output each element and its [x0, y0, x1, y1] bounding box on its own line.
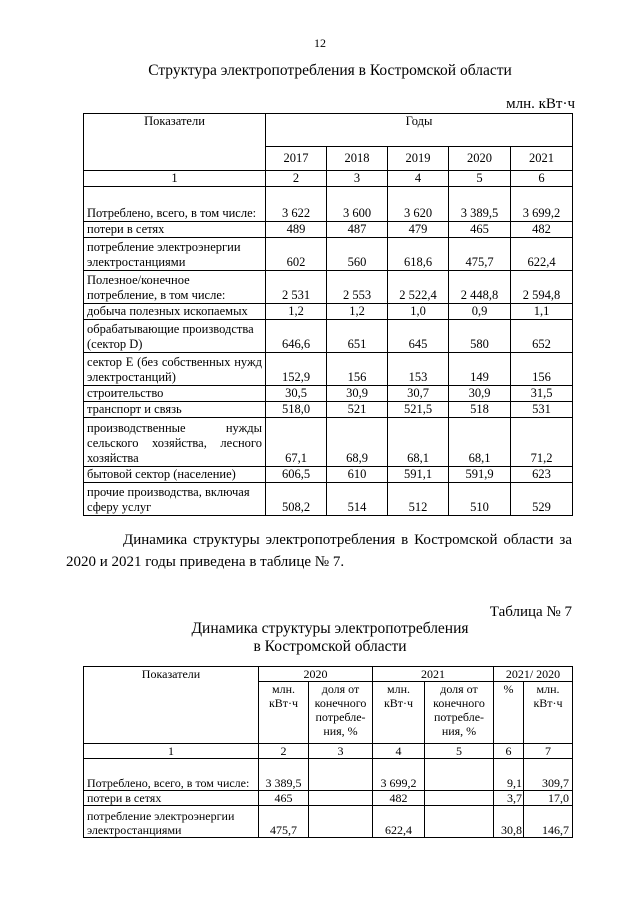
numbering-row [84, 744, 573, 759]
cell-value: 622,4 [511, 238, 573, 271]
cell-value: 482 [373, 791, 425, 806]
row-label: прочие производства, включая сферу услуг [84, 483, 266, 516]
col-number: 4 [388, 171, 449, 187]
col-number: 1 [84, 744, 259, 759]
cell-value: 30,9 [449, 386, 511, 402]
cell-value: 591,9 [449, 467, 511, 483]
col-number: 5 [425, 744, 494, 759]
cell-value: 152,9 [266, 353, 327, 386]
header-year: 2017 [266, 147, 327, 171]
cell-value: 68,9 [327, 418, 388, 467]
row-label: сектор E (без собственных нужд электростанций) [84, 353, 266, 386]
header-year: 2021 [511, 147, 573, 171]
cell-value: 30,5 [266, 386, 327, 402]
cell-value: 622,4 [373, 806, 425, 838]
cell-value [425, 791, 494, 806]
table-row [84, 791, 573, 806]
table-row [84, 304, 573, 320]
col-number: 3 [327, 171, 388, 187]
row-label: добыча полезных ископаемых [84, 304, 266, 320]
table-row [84, 467, 573, 483]
cell-value: 17,0 [524, 791, 573, 806]
cell-value: 1,0 [388, 304, 449, 320]
row-label: потери в сетях [84, 791, 259, 806]
cell-value: 0,9 [449, 304, 511, 320]
cell-value: 610 [327, 467, 388, 483]
table-label: Таблица № 7 [489, 604, 572, 620]
cell-value: 645 [388, 320, 449, 353]
cell-value: 2 448,8 [449, 271, 511, 304]
table-row [84, 418, 573, 467]
col-number: 5 [449, 171, 511, 187]
cell-value: 606,5 [266, 467, 327, 483]
cell-value: 560 [327, 238, 388, 271]
table2-title-line2: в Костромской области [253, 638, 407, 655]
cell-value: 518,0 [266, 402, 327, 418]
header-years: Годы [266, 114, 573, 147]
table-row [84, 238, 573, 271]
header-mln: млн. кВт·ч [373, 682, 425, 744]
cell-value: 652 [511, 320, 573, 353]
row-label: потери в сетях [84, 222, 266, 238]
table1-title: Структура электропотребления в Костромской области [148, 62, 512, 79]
cell-value [309, 759, 373, 791]
cell-value: 1,2 [327, 304, 388, 320]
cell-value: 3 699,2 [511, 187, 573, 222]
cell-value: 1,2 [266, 304, 327, 320]
cell-value: 30,9 [327, 386, 388, 402]
cell-value: 67,1 [266, 418, 327, 467]
cell-value: 156 [327, 353, 388, 386]
cell-value: 309,7 [524, 759, 573, 791]
cell-value: 489 [266, 222, 327, 238]
cell-value [309, 806, 373, 838]
table-row [84, 271, 573, 304]
page-number: 12 [314, 36, 326, 50]
col-number: 6 [511, 171, 573, 187]
cell-value: 1,1 [511, 304, 573, 320]
header-year: 2019 [388, 147, 449, 171]
cell-value: 651 [327, 320, 388, 353]
cell-value: 580 [449, 320, 511, 353]
table-row [84, 806, 573, 838]
row-label: Полезное/конечное потребление, в том числе: [84, 271, 266, 304]
header-share: доля от конечного потребле-ния, % [425, 682, 494, 744]
cell-value: 2 522,4 [388, 271, 449, 304]
header-ratio: 2021/ 2020 [494, 667, 573, 682]
cell-value: 3 389,5 [449, 187, 511, 222]
cell-value: 3 389,5 [259, 759, 309, 791]
table-row [84, 222, 573, 238]
row-label: потребление электроэнергии электростанциями [84, 238, 266, 271]
cell-value: 514 [327, 483, 388, 516]
cell-value: 510 [449, 483, 511, 516]
row-label: потребление электроэнергии электростанциями [84, 806, 259, 838]
cell-value: 68,1 [388, 418, 449, 467]
header-indicator: Показатели [84, 114, 266, 171]
cell-value: 618,6 [388, 238, 449, 271]
col-number: 2 [259, 744, 309, 759]
table1-units: млн. кВт·ч [506, 96, 575, 112]
cell-value: 529 [511, 483, 573, 516]
body-paragraph: Динамика структуры электропотребления в Костромской области за 2020 и 2021 годы приведена в таблице № 7. [66, 532, 572, 570]
row-label: бытовой сектор (население) [84, 467, 266, 483]
row-label: Потреблено, всего, в том числе: [84, 759, 259, 791]
table-row [84, 759, 573, 791]
cell-value: 465 [449, 222, 511, 238]
table2-title [100, 620, 560, 656]
cell-value [425, 806, 494, 838]
cell-value: 3,7 [494, 791, 524, 806]
col-number: 6 [494, 744, 524, 759]
cell-value: 508,2 [266, 483, 327, 516]
cell-value: 3 620 [388, 187, 449, 222]
cell-value: 479 [388, 222, 449, 238]
table-row [84, 483, 573, 516]
row-label: производственные нужды сельского хозяйства, лесного хозяйства [84, 418, 266, 467]
header-mln: млн. кВт·ч [524, 682, 573, 744]
cell-value: 475,7 [259, 806, 309, 838]
header-indicator: Показатели [84, 667, 259, 744]
dynamics-table [83, 666, 573, 838]
structure-table [83, 113, 573, 516]
cell-value: 487 [327, 222, 388, 238]
numbering-row [84, 171, 573, 187]
table-row [84, 402, 573, 418]
table2-title-line1: Динамика структуры электропотребления [191, 620, 469, 637]
col-number: 4 [373, 744, 425, 759]
cell-value: 71,2 [511, 418, 573, 467]
header-year-2020: 2020 [259, 667, 373, 682]
cell-value: 2 553 [327, 271, 388, 304]
header-share: доля от конечного потребле-ния, % [309, 682, 373, 744]
row-label: обрабатывающие производства (сектор D) [84, 320, 266, 353]
cell-value: 518 [449, 402, 511, 418]
cell-value: 9,1 [494, 759, 524, 791]
cell-value: 3 622 [266, 187, 327, 222]
cell-value [425, 759, 494, 791]
cell-value: 531 [511, 402, 573, 418]
table-row [84, 320, 573, 353]
cell-value: 521 [327, 402, 388, 418]
row-label: транспорт и связь [84, 402, 266, 418]
cell-value: 153 [388, 353, 449, 386]
cell-value: 2 531 [266, 271, 327, 304]
cell-value: 30,8 [494, 806, 524, 838]
table-row [84, 353, 573, 386]
cell-value: 646,6 [266, 320, 327, 353]
cell-value: 3 699,2 [373, 759, 425, 791]
row-label: Потреблено, всего, в том числе: [84, 187, 266, 222]
cell-value: 623 [511, 467, 573, 483]
cell-value: 591,1 [388, 467, 449, 483]
header-year: 2018 [327, 147, 388, 171]
cell-value: 512 [388, 483, 449, 516]
cell-value: 521,5 [388, 402, 449, 418]
header-year-2021: 2021 [373, 667, 494, 682]
col-number: 3 [309, 744, 373, 759]
cell-value: 146,7 [524, 806, 573, 838]
row-label: строительство [84, 386, 266, 402]
cell-value: 156 [511, 353, 573, 386]
col-number: 7 [524, 744, 573, 759]
cell-value [309, 791, 373, 806]
cell-value: 482 [511, 222, 573, 238]
cell-value: 3 600 [327, 187, 388, 222]
cell-value: 149 [449, 353, 511, 386]
cell-value: 68,1 [449, 418, 511, 467]
cell-value: 31,5 [511, 386, 573, 402]
col-number: 1 [84, 171, 266, 187]
table-row [84, 187, 573, 222]
cell-value: 602 [266, 238, 327, 271]
cell-value: 465 [259, 791, 309, 806]
cell-value: 30,7 [388, 386, 449, 402]
header-pct: % [494, 682, 524, 744]
cell-value: 2 594,8 [511, 271, 573, 304]
header-year: 2020 [449, 147, 511, 171]
table-row [84, 386, 573, 402]
col-number: 2 [266, 171, 327, 187]
header-mln: млн. кВт·ч [259, 682, 309, 744]
cell-value: 475,7 [449, 238, 511, 271]
